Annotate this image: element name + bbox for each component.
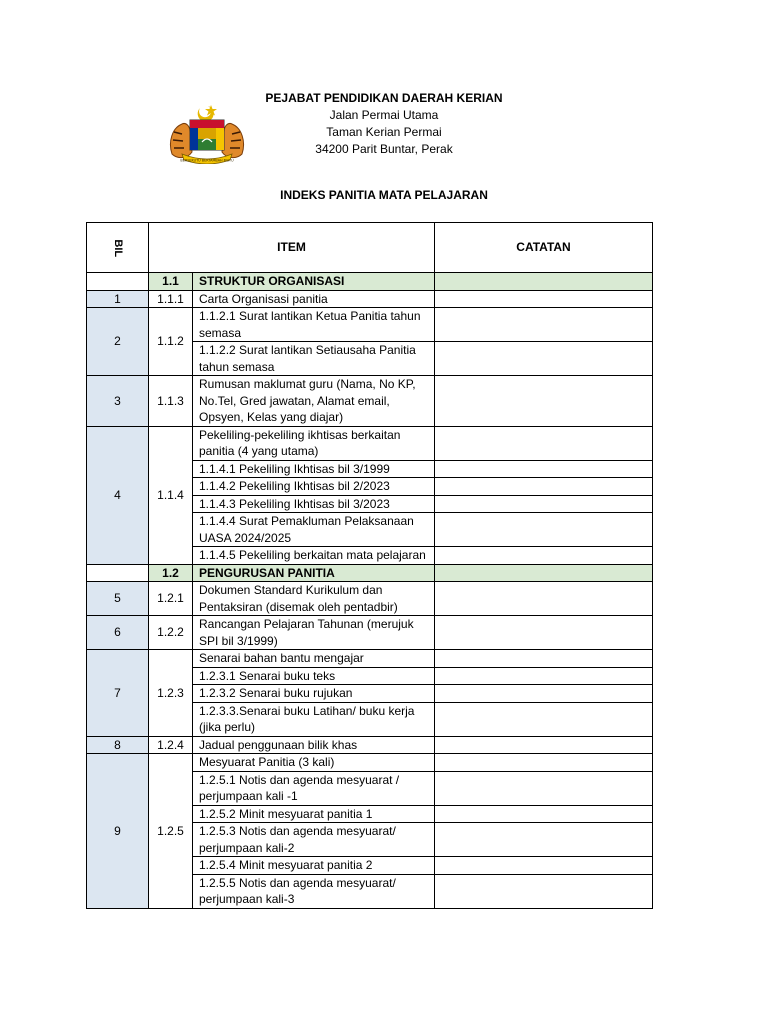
section-bil-cell [87, 273, 149, 291]
catatan-cell [435, 290, 653, 308]
index-table [86, 222, 653, 909]
item-text: 1.1.2.1 Surat lantikan Ketua Panitia tahun semasa [193, 308, 435, 342]
catatan-cell [435, 460, 653, 478]
catatan-cell [435, 616, 653, 650]
address-line-3: 34200 Parit Buntar, Perak [315, 142, 453, 156]
section-code: 1.1 [149, 273, 193, 291]
item-code: 1.1.1 [149, 290, 193, 308]
table-header-row [87, 223, 653, 273]
item-code: 1.2.1 [149, 582, 193, 616]
crest-motto: BERSEKUTU BERTAMBAH MUTU [180, 158, 234, 163]
item-code: 1.1.3 [149, 376, 193, 427]
catatan-cell [435, 495, 653, 513]
catatan-cell [435, 667, 653, 685]
bil-cell: 3 [87, 376, 149, 427]
catatan-cell [435, 823, 653, 857]
bil-cell: 4 [87, 426, 149, 564]
item-text: Dokumen Standard Kurikulum dan Pentaksiran (disemak oleh pentadbir) [193, 582, 435, 616]
catatan-cell [435, 547, 653, 565]
table-row [87, 308, 653, 342]
item-text: 1.1.4.1 Pekeliling Ikhtisas bil 3/1999 [193, 460, 435, 478]
table-row [87, 754, 653, 772]
catatan-cell [435, 771, 653, 805]
bil-cell: 7 [87, 650, 149, 737]
catatan-cell [435, 478, 653, 496]
item-text: Rumusan maklumat guru (Nama, No KP, No.Tel, Gred jawatan, Alamat email, Opsyen, Kelas yang diajar) [193, 376, 435, 427]
catatan-cell [435, 582, 653, 616]
bil-cell: 1 [87, 290, 149, 308]
catatan-cell [435, 805, 653, 823]
catatan-cell [435, 736, 653, 754]
item-text: Rancangan Pelajaran Tahunan (merujuk SPI bil 3/1999) [193, 616, 435, 650]
catatan-cell [435, 426, 653, 460]
item-code: 1.2.3 [149, 650, 193, 737]
item-text: 1.2.5.3 Notis dan agenda mesyuarat/ perjumpaan kali-2 [193, 823, 435, 857]
column-header-item: ITEM [149, 223, 435, 273]
section-title: STRUKTUR ORGANISASI [193, 273, 435, 291]
item-text: 1.2.5.5 Notis dan agenda mesyuarat/ perjumpaan kali-3 [193, 874, 435, 908]
catatan-cell [435, 685, 653, 703]
catatan-cell [435, 650, 653, 668]
section-catatan-cell [435, 564, 653, 582]
section-title: PENGURUSAN PANITIA [193, 564, 435, 582]
address-line-2: Taman Kerian Permai [326, 125, 442, 139]
item-text: 1.2.5.2 Minit mesyuarat panitia 1 [193, 805, 435, 823]
bil-cell: 2 [87, 308, 149, 376]
address-line-1: Jalan Permai Utama [329, 108, 439, 122]
item-text: 1.1.4.2 Pekeliling Ikhtisas bil 2/2023 [193, 478, 435, 496]
item-text: 1.1.2.2 Surat lantikan Setiausaha Panitia tahun semasa [193, 342, 435, 376]
item-text: Jadual penggunaan bilik khas [193, 736, 435, 754]
item-text: 1.1.4.3 Pekeliling Ikhtisas bil 3/2023 [193, 495, 435, 513]
catatan-cell [435, 308, 653, 342]
office-address-block [248, 90, 520, 158]
office-name: PEJABAT PENDIDIKAN DAERAH KERIAN [265, 91, 503, 105]
catatan-cell [435, 857, 653, 875]
section-catatan-cell [435, 273, 653, 291]
item-text: 1.2.3.1 Senarai buku teks [193, 667, 435, 685]
item-text: 1.2.5.4 Minit mesyuarat panitia 2 [193, 857, 435, 875]
malaysia-coat-of-arms-icon [164, 102, 250, 164]
table-row [87, 650, 653, 668]
bil-cell: 9 [87, 754, 149, 909]
table-row [87, 736, 653, 754]
item-code: 1.2.5 [149, 754, 193, 909]
section-bil-cell [87, 564, 149, 582]
catatan-cell [435, 874, 653, 908]
section-code: 1.2 [149, 564, 193, 582]
item-code: 1.2.4 [149, 736, 193, 754]
item-text: 1.1.4.4 Surat Pemakluman Pelaksanaan UASA 2024/2025 [193, 513, 435, 547]
catatan-cell [435, 754, 653, 772]
item-code: 1.1.2 [149, 308, 193, 376]
item-text: 1.2.5.1 Notis dan agenda mesyuarat / perjumpaan kali -1 [193, 771, 435, 805]
bil-cell: 8 [87, 736, 149, 754]
bil-cell: 6 [87, 616, 149, 650]
document-title: INDEKS PANITIA MATA PELAJARAN [280, 188, 488, 202]
section-row [87, 273, 653, 291]
catatan-cell [435, 342, 653, 376]
table-row [87, 376, 653, 427]
item-code: 1.1.4 [149, 426, 193, 564]
item-code: 1.2.2 [149, 616, 193, 650]
item-text: 1.2.3.2 Senarai buku rujukan [193, 685, 435, 703]
item-text: Pekeliling-pekeliling ikhtisas berkaitan panitia (4 yang utama) [193, 426, 435, 460]
item-text: 1.2.3.3.Senarai buku Latihan/ buku kerja (jika perlu) [193, 702, 435, 736]
catatan-cell [435, 376, 653, 427]
item-text: Mesyuarat Panitia (3 kali) [193, 754, 435, 772]
item-text: Carta Organisasi panitia [193, 290, 435, 308]
letterhead [0, 90, 768, 170]
section-row [87, 564, 653, 582]
table-row [87, 426, 653, 460]
item-text: Senarai bahan bantu mengajar [193, 650, 435, 668]
item-text: 1.1.4.5 Pekeliling berkaitan mata pelajaran [193, 547, 435, 565]
table-row [87, 616, 653, 650]
column-header-catatan: CATATAN [435, 223, 653, 273]
catatan-cell [435, 702, 653, 736]
column-header-bil: BIL [87, 223, 149, 273]
catatan-cell [435, 513, 653, 547]
table-row [87, 290, 653, 308]
bil-cell: 5 [87, 582, 149, 616]
table-row [87, 582, 653, 616]
